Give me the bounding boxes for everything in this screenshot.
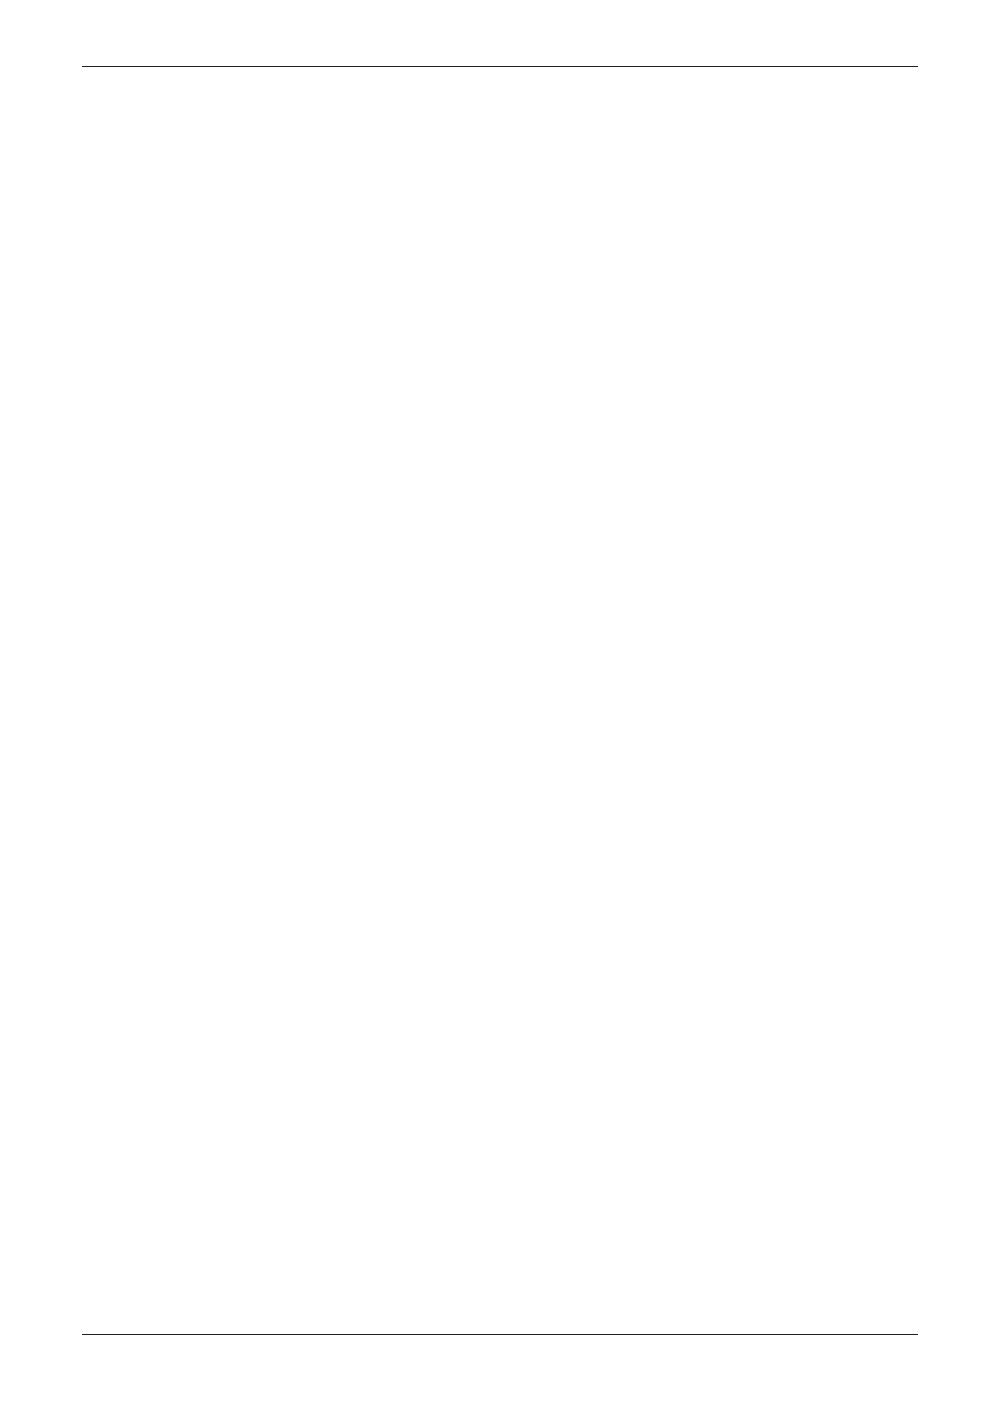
document-body xyxy=(82,95,918,165)
header-divider xyxy=(82,66,918,67)
footer-divider xyxy=(82,1334,918,1335)
